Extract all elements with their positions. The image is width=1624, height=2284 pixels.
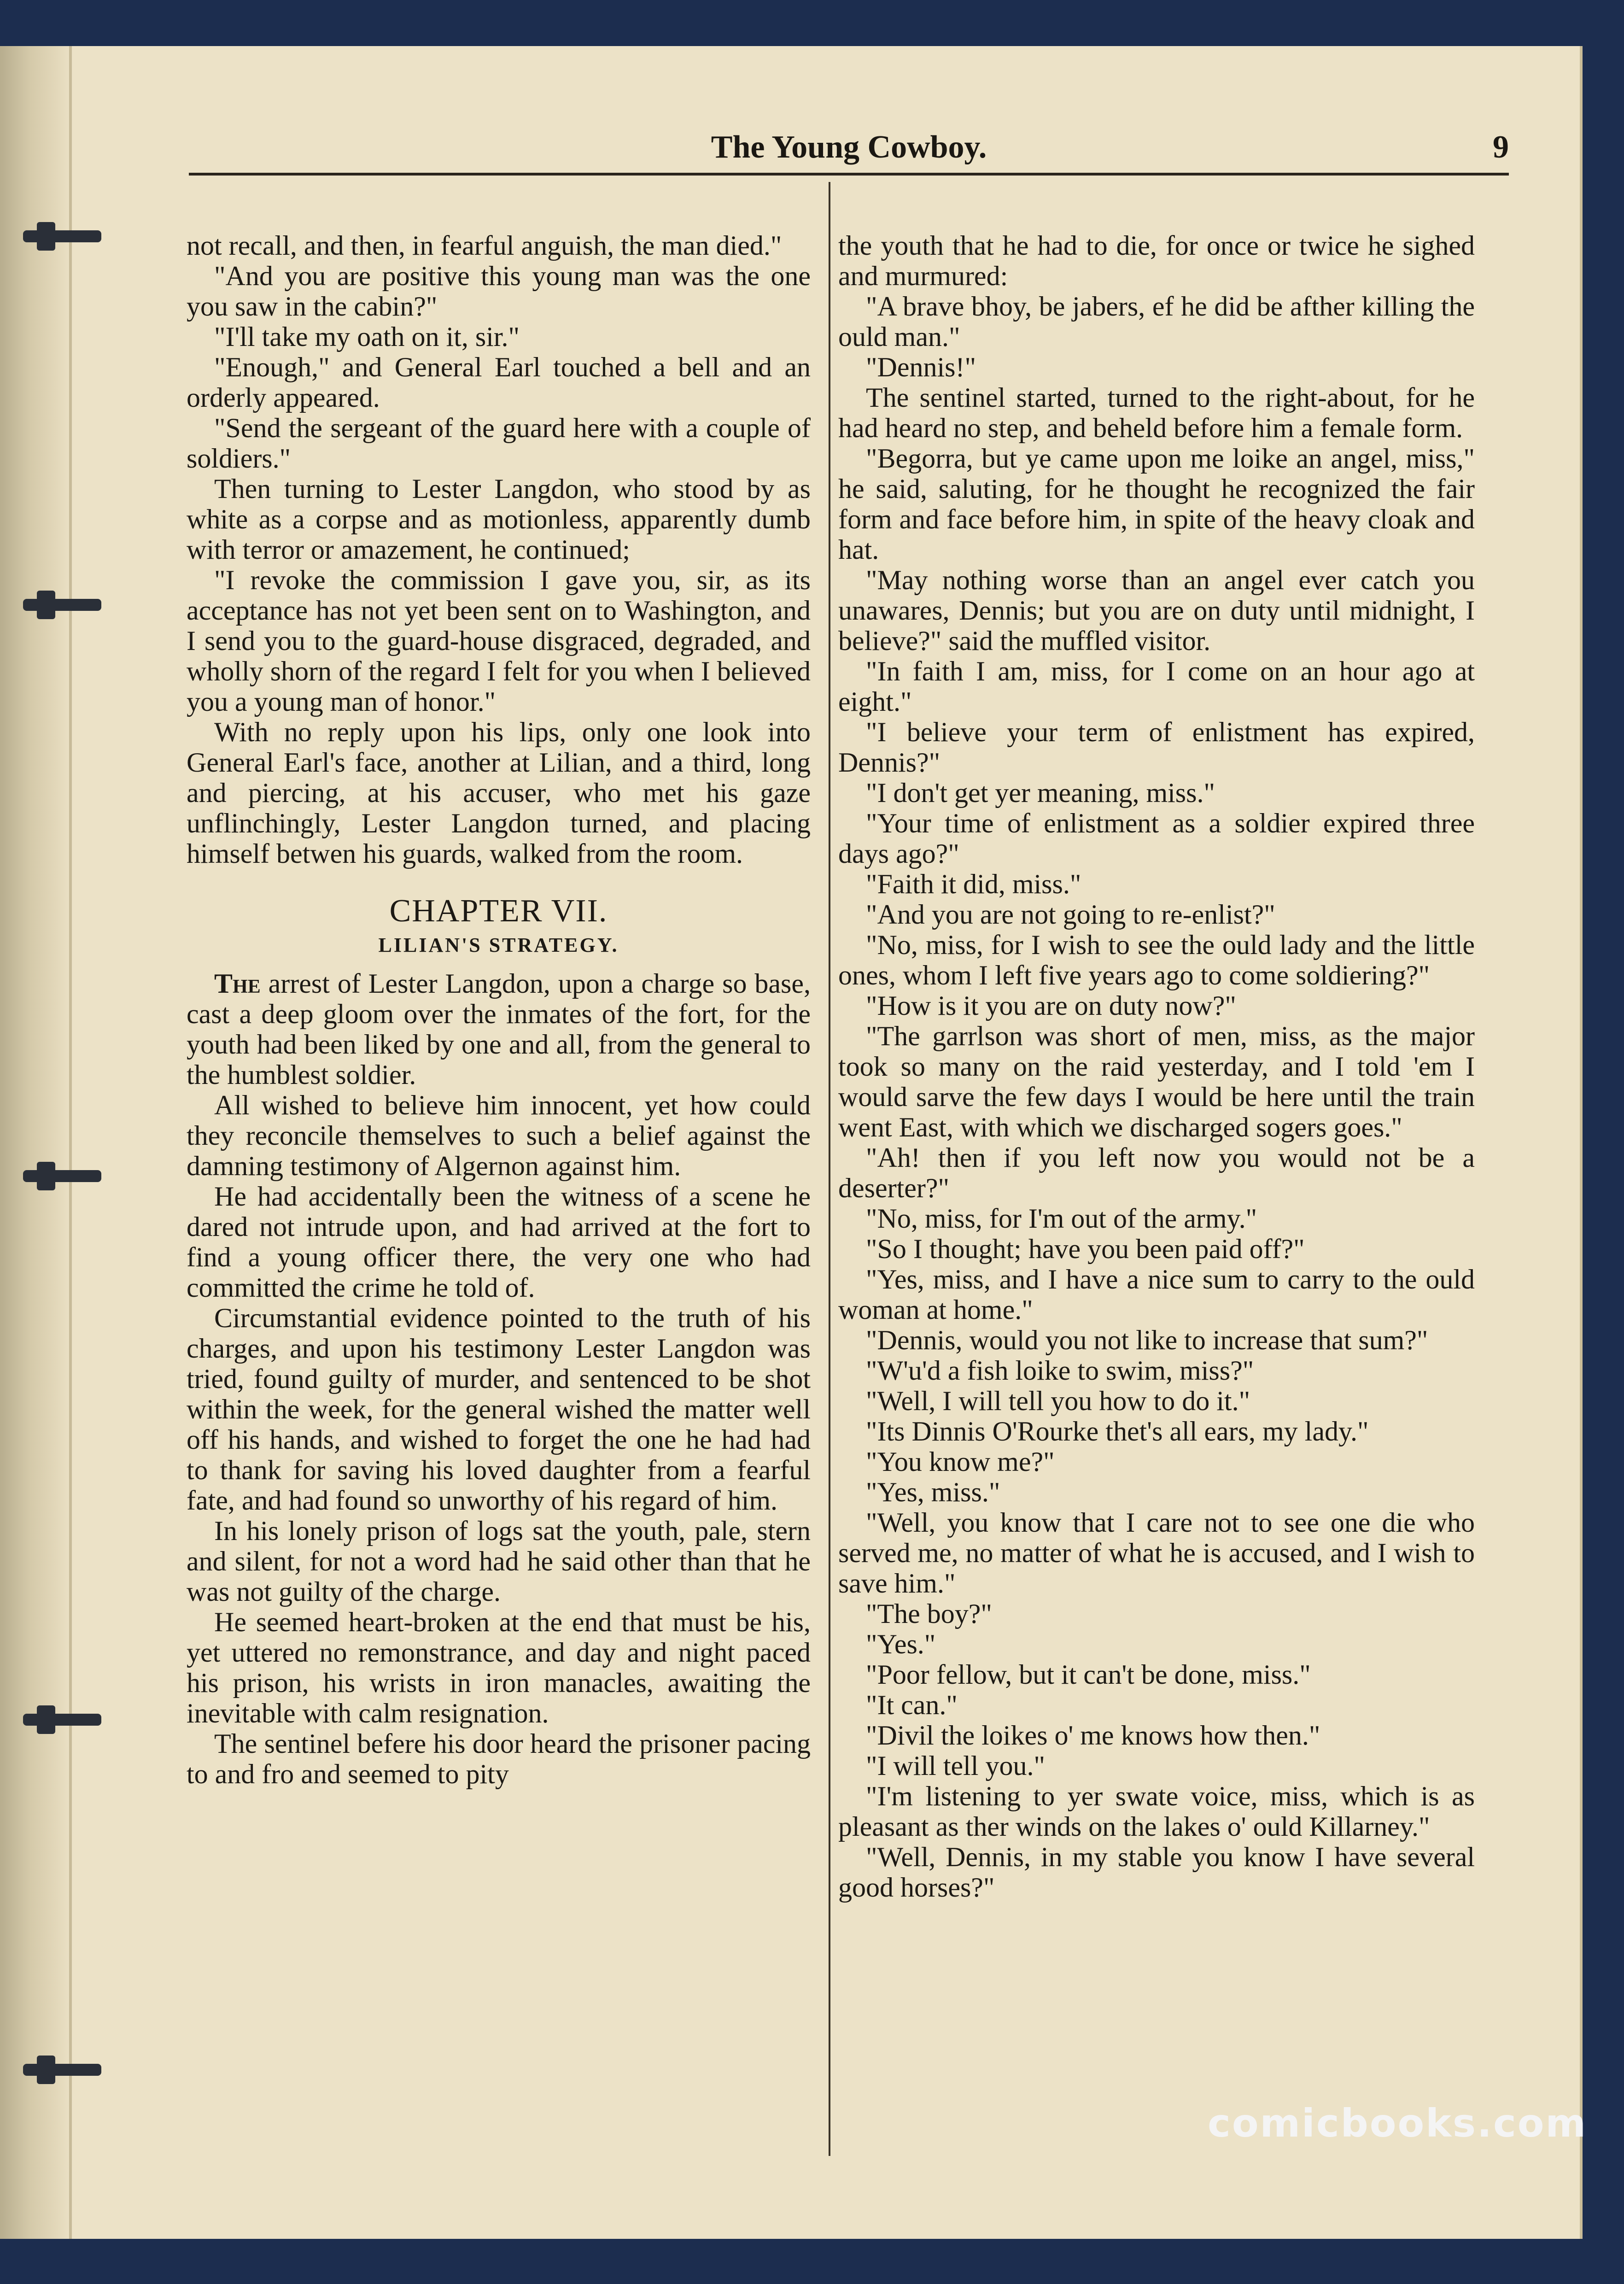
column-divider <box>829 182 830 2156</box>
paragraph: "Dennis, would you not like to increase that sum?" <box>866 1325 1428 1355</box>
paragraph: "Enough," and General Earl touched a bell and an orderly appeared. <box>187 352 811 413</box>
paragraph: Circumstantial evidence pointed to the truth of his charges, and upon his testimony Lester Langdon was tried, found guilty of murder, and sentenced to be shot within the week, for the general wished the matter well off his hands, and wished to forget the one he had had to thank for saving his loved daughter from a fearful fate, and had found so unworthy of his regard of him. <box>187 1303 811 1516</box>
paragraph: "I'll take my oath on it, sir." <box>214 322 520 352</box>
paragraph: "I'm listening to yer swate voice, miss, which is as pleasant as ther winds on the lakes o' ould Killarney." <box>838 1781 1475 1842</box>
paragraph: "Ah! then if you left now you would not be a deserter?" <box>838 1142 1475 1203</box>
paragraph: He had accidentally been the witness of a scene he dared not intrude upon, and had arrived at the fort to find a young officer there, the very one who had committed the crime he told of. <box>187 1181 811 1303</box>
paragraph: All wished to believe him innocent, yet how could they reconcile themselves to such a belief against the damning testimony of Algernon against him. <box>187 1090 811 1181</box>
paragraph: "Your time of enlistment as a soldier expired three days ago?" <box>838 808 1475 869</box>
chapter-subtitle: LILIAN'S STRATEGY. <box>378 934 619 956</box>
right-column <box>838 230 1475 2156</box>
page-header <box>189 111 1509 170</box>
paragraph: "Its Dinnis O'Rourke thet's all ears, my lady." <box>866 1416 1369 1447</box>
paragraph: "I revoke the commission I gave you, sir, as its acceptance has not yet been sent on to Washington, and I send you to the guard-house disgraced, degraded, and wholly shorn of the regard I felt for you when I believed you a young man of honor." <box>187 565 811 717</box>
staple-mark <box>23 2064 101 2076</box>
chapter-title: CHAPTER VII. <box>389 893 608 929</box>
paragraph: "And you are not going to re-enlist?" <box>866 899 1275 930</box>
paragraph: In his lonely prison of logs sat the youth, pale, stern and silent, for not a word had he said other than that he was not guilty of the charge. <box>187 1516 811 1607</box>
paragraph: "So I thought; have you been paid off?" <box>866 1234 1305 1264</box>
binding-gutter <box>0 46 74 2239</box>
paragraph: With no reply upon his lips, only one look into General Earl's face, another at Lilian, and a third, long and piercing, at his accuser, who met his gaze unflinchingly, Lester Langdon turned, and placing himself betwen his guards, walked from the room. <box>187 717 811 869</box>
spine-crease <box>69 46 72 2239</box>
paragraph: "Faith it did, miss." <box>866 869 1081 899</box>
left-column <box>187 230 811 2156</box>
paragraph: The sentinel befere his door heard the prisoner pacing to and fro and seemed to pity <box>187 1728 811 1789</box>
paragraph: Then turning to Lester Langdon, who stood by as white as a corpse and as motionless, apparently dumb with terror or amazement, he continued; <box>187 474 811 565</box>
paragraph: "I will tell you." <box>866 1751 1045 1781</box>
paragraph: "W'u'd a fish loike to swim, miss?" <box>866 1355 1254 1386</box>
staple-mark <box>23 599 101 611</box>
paragraph: "And you are positive this young man was the one you saw in the cabin?" <box>187 261 811 322</box>
paragraph: "May nothing worse than an angel ever catch you unawares, Dennis; but you are on duty until midnight, I believe?" said the muffled visitor. <box>838 565 1475 656</box>
paragraph: The sentinel started, turned to the right-about, for he had heard no step, and beheld before him a female form. <box>838 382 1475 443</box>
paragraph: "I don't get yer meaning, miss." <box>866 778 1215 808</box>
paragraph: "Well, I will tell you how to do it." <box>866 1386 1250 1416</box>
paragraph: "Dennis!" <box>866 352 976 382</box>
paragraph: "Well, Dennis, in my stable you know I have several good horses?" <box>838 1842 1475 1903</box>
paragraph: "It can." <box>866 1690 958 1720</box>
paragraph: "No, miss, for I'm out of the army." <box>866 1203 1257 1234</box>
staple-mark <box>23 1714 101 1726</box>
staple-mark <box>23 230 101 242</box>
site-watermark: comicbooks.com <box>1208 2101 1587 2146</box>
paragraph: "How is it you are on duty now?" <box>866 990 1236 1021</box>
paragraph: He seemed heart-broken at the end that must be his, yet uttered no remonstrance, and day and night paced his prison, his wrists in iron manacles, awaiting the inevitable with calm resignation. <box>187 1607 811 1728</box>
paragraph: "Begorra, but ye came upon me loike an angel, miss," he said, saluting, for he thought he recognized the fair form and face before him, in spite of the heavy cloak and hat. <box>838 443 1475 565</box>
paragraph: "The boy?" <box>866 1599 992 1629</box>
paragraph: "Divil the loikes o' me knows how then." <box>866 1720 1320 1751</box>
paragraph: "No, miss, for I wish to see the ould lady and the little ones, whom I left five years ago to come soldiering?" <box>838 930 1475 990</box>
paragraph: "In faith I am, miss, for I come on an hour ago at eight." <box>838 656 1475 717</box>
paragraph: "Poor fellow, but it can't be done, miss." <box>866 1659 1311 1690</box>
paragraph: "I believe your term of enlistment has expired, Dennis?" <box>838 717 1475 778</box>
paragraph: "Well, you know that I care not to see one die who served me, no matter of what he is accused, and I wish to save him." <box>838 1507 1475 1599</box>
paragraph: not recall, and then, in fearful anguish, the man died." <box>187 230 782 261</box>
chapter-opening-paragraph <box>187 968 811 1090</box>
paragraph: "Yes." <box>866 1629 936 1659</box>
chapter-opening-text: arrest of Lester Langdon, upon a charge so base, cast a deep gloom over the inmates of the fort, for the youth had been liked by one and all, from the general to the humblest soldier. <box>187 968 811 1090</box>
chapter-opening-word: The <box>214 968 261 999</box>
header-rule <box>189 173 1509 176</box>
paragraph: "The garrlson was short of men, miss, as the major took so many on the raid yesterday, and I told 'em I would sarve the few days I would be here until the train went East, with which we discharged sogers goes." <box>838 1021 1475 1142</box>
page-number: 9 <box>1493 129 1509 165</box>
paragraph: "You know me?" <box>866 1447 1055 1477</box>
running-title: The Young Cowboy. <box>711 129 987 165</box>
staple-mark <box>23 1170 101 1182</box>
paragraph: "A brave bhoy, be jabers, ef he did be afther killing the ould man." <box>838 291 1475 352</box>
paragraph: "Yes, miss." <box>866 1477 1000 1507</box>
paragraph: the youth that he had to die, for once or twice he sighed and murmured: <box>838 230 1475 291</box>
paragraph: "Send the sergeant of the guard here with a couple of soldiers." <box>187 413 811 474</box>
paragraph: "Yes, miss, and I have a nice sum to carry to the ould woman at home." <box>838 1264 1475 1325</box>
